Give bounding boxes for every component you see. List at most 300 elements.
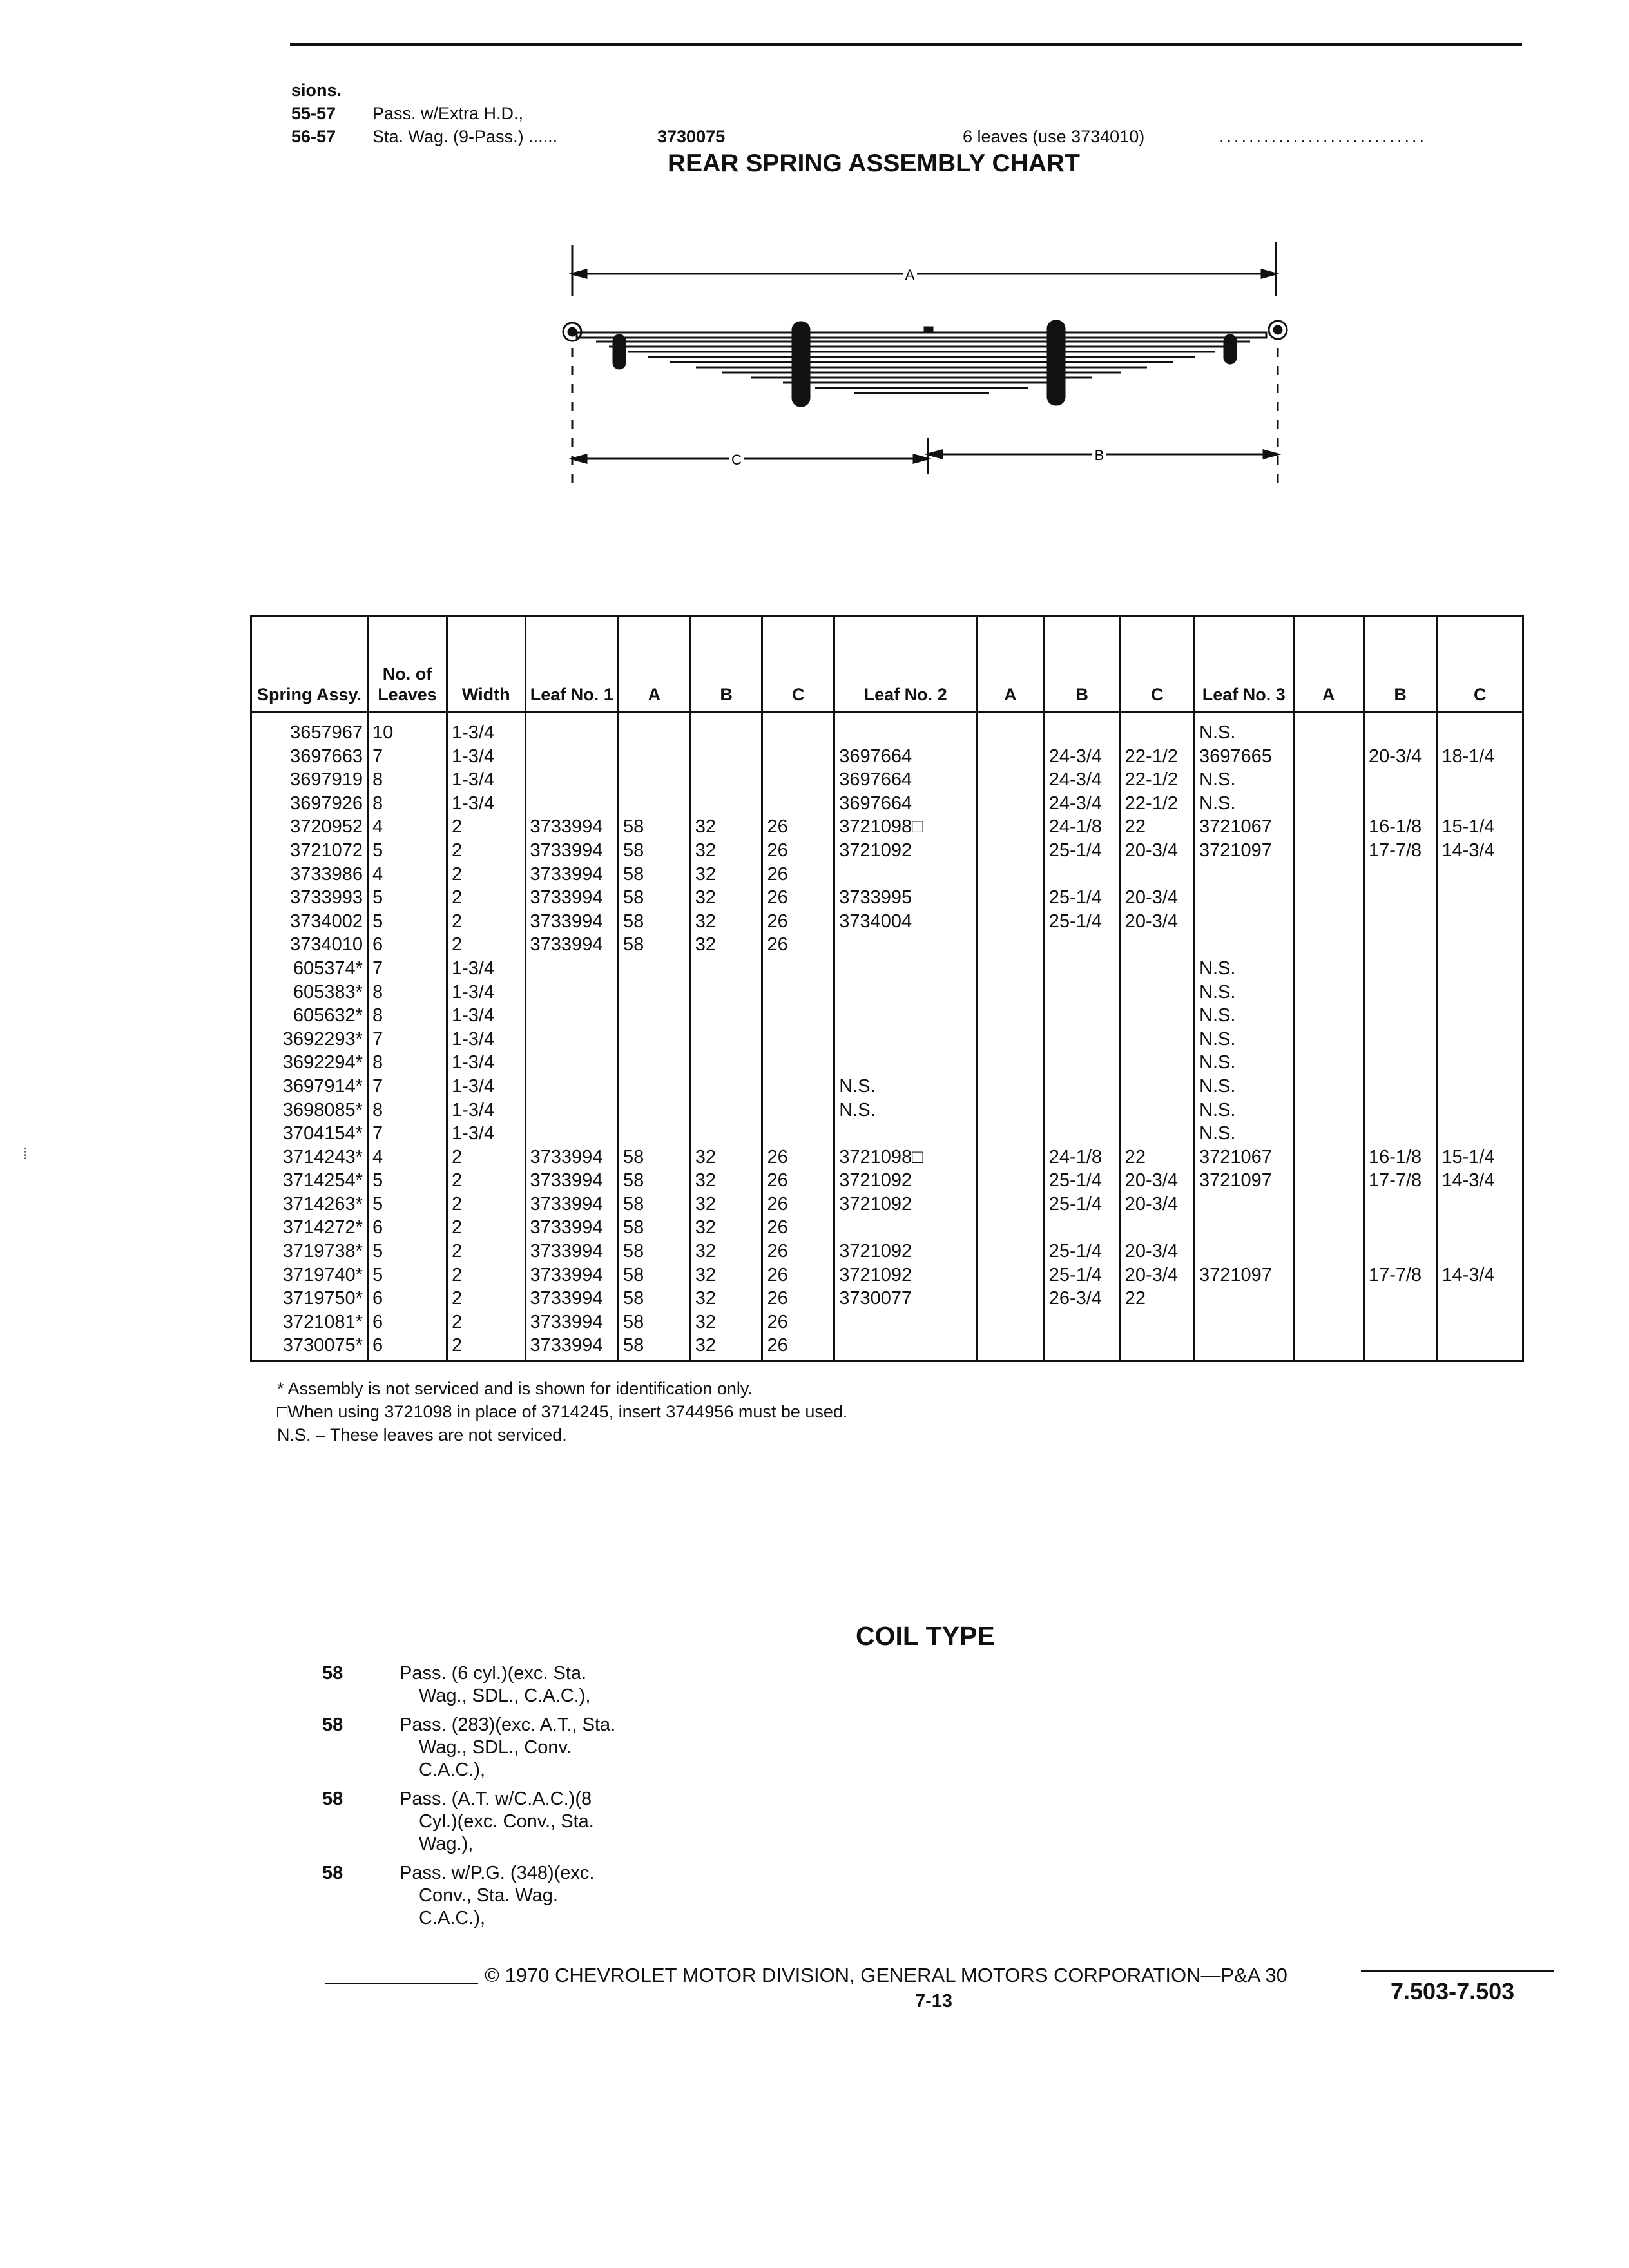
dim-b-label: B [1094,447,1104,463]
header-year: sions. [291,81,342,100]
table-cell: 32 [695,816,716,838]
table-cell [1369,933,1432,957]
table-cell [1199,933,1289,957]
table-cell [1441,1216,1518,1240]
table-cell: 4 [372,1146,383,1168]
table-cell [1441,768,1518,792]
table-cell: 22 [1124,1146,1146,1168]
header-year: 55-57 [291,104,336,123]
table-cell [1298,1051,1359,1075]
u-bolt [1048,321,1065,405]
table-cell: 8 [372,1052,383,1073]
table-cell: 6 [372,1217,383,1238]
u-bolt [793,322,809,406]
table-cell [1441,1311,1518,1334]
table-cell [1298,1264,1359,1287]
table-cell: 3733994 [530,1146,603,1168]
table-cell [1125,1099,1190,1122]
table-cell: 58 [622,1335,644,1356]
table-cell [530,792,613,816]
table-cell: 7 [372,1123,383,1144]
table-cell [1049,1004,1115,1028]
table-cell: 26 [767,863,788,885]
table-cell [1441,1004,1518,1028]
table-cell: 32 [695,1288,716,1309]
dim-c-label: C [731,452,742,468]
table-cell: 1-3/4 [451,1005,495,1026]
table-cell [1298,1334,1359,1358]
table-cell: 3733993 [290,887,363,908]
table-cell [981,1240,1039,1264]
table-cell: N.S. [1199,722,1236,743]
table-cell [1049,721,1115,745]
table-cell [1298,815,1359,839]
cell-column-leaf-1 [525,713,618,1361]
table-cell [623,1004,686,1028]
table-cell: 1-3/4 [451,1099,495,1120]
table-cell [1298,1287,1359,1311]
table-cell: 26 [767,816,788,838]
table-cell [1298,1075,1359,1099]
table-cell: 3714243* [282,1146,363,1168]
table-cell [981,768,1039,792]
header-note: 6 leaves (use 3734010) [963,127,1145,146]
table-cell [839,981,972,1004]
table-cell [1369,1311,1432,1334]
table-cell: 26 [767,1193,788,1215]
table-cell: 25-1/4 [1048,1241,1103,1262]
table-cell: 2 [451,1146,463,1168]
table-cell [1125,933,1190,957]
table-cell [1125,981,1190,1004]
table-cell [623,1099,686,1122]
table-cell [1369,1216,1432,1240]
table-cell: N.S. [1199,1123,1236,1144]
cell-column-a2 [976,713,1044,1361]
table-cell [839,957,972,981]
spring-clip [1224,335,1236,363]
table-cell [1199,1287,1289,1311]
table-cell: 26 [767,910,788,932]
table-cell [623,1028,686,1052]
table-cell: 58 [622,1217,644,1238]
table-cell: 24-1/8 [1048,1146,1103,1168]
table-cell: 32 [695,887,716,908]
footnotes [277,1377,847,1446]
footer-page-number: 7-13 [915,1991,953,2012]
table-cell: 7 [372,1028,383,1050]
coil-item-year: 58 [322,1715,343,1735]
table-cell [981,745,1039,769]
table-cell: 3733994 [530,910,603,932]
table-cell: 3697665 [1199,745,1272,767]
table-cell: 3733994 [530,1264,603,1285]
footer-section-number: 7.503-7.503 [1391,1978,1515,2004]
table-cell: 1-3/4 [451,769,495,791]
table-cell: 26 [767,1264,788,1285]
table-cell [1125,863,1190,887]
table-cell [981,1004,1039,1028]
table-cell: N.S. [1199,769,1236,791]
table-cell [981,886,1039,910]
table-cell [1298,933,1359,957]
table-cell [1298,839,1359,863]
col-no-of-leaves: No. of Leaves [367,617,447,713]
table-cell [623,721,686,745]
table-cell: 18-1/4 [1441,745,1495,767]
table-cell: 58 [622,910,644,932]
coil-item-line: Wag., SDL., C.A.C.), [419,1686,591,1706]
table-cell: 24-3/4 [1048,793,1103,814]
table-cell: 3719740* [282,1264,363,1285]
spring-leaves [577,332,1266,393]
table-cell [695,721,758,745]
table-cell: 7 [372,957,383,979]
coil-type-list [322,1662,683,1936]
table-cell: 3721097 [1199,1264,1272,1285]
table-cell [981,933,1039,957]
table-cell [623,792,686,816]
table-cell [530,981,613,1004]
table-cell: 32 [695,1217,716,1238]
table-cell: 16-1/8 [1368,1146,1422,1168]
footnote-not-serviced: N.S. – These leaves are not serviced. [277,1425,567,1445]
table-cell: 14-3/4 [1441,1264,1495,1285]
table-cell: 16-1/8 [1368,816,1422,838]
table-cell: 3733995 [839,887,912,908]
col-leaf-2: Leaf No. 2 [834,617,977,713]
table-cell [1298,1004,1359,1028]
table-cell [1441,721,1518,745]
leaf-spring-diagram [551,226,1292,483]
table-cell [1049,1028,1115,1052]
table-cell [981,792,1039,816]
table-cell: 25-1/4 [1048,840,1103,861]
table-cell: 3697926 [290,793,363,814]
table-cell: 3733994 [530,887,603,908]
table-cell: 58 [622,1288,644,1309]
table-cell: 15-1/4 [1441,816,1495,838]
table-cell: 58 [622,1264,644,1285]
table-cell: 32 [695,1311,716,1332]
table-cell [623,981,686,1004]
table-cell: 24-3/4 [1048,769,1103,791]
table-cell [767,1099,829,1122]
table-cell [1049,1122,1115,1146]
table-cell [695,981,758,1004]
coil-item-description [400,1788,683,1856]
table-cell [1298,792,1359,816]
table-cell [1369,768,1432,792]
table-cell: 2 [451,934,463,956]
table-cell: 3721092 [839,1241,912,1262]
cell-column-b1 [690,713,762,1361]
table-cell: 605632* [293,1005,363,1026]
table-cell: 58 [622,816,644,838]
col-a1: A [618,617,690,713]
table-cell [1125,721,1190,745]
table-cell [767,981,829,1004]
table-cell: 26 [767,1170,788,1191]
col-a3: A [1293,617,1364,713]
table-cell [839,1122,972,1146]
table-cell: 6 [372,1311,383,1332]
table-cell [695,1099,758,1122]
table-cell: 3692294* [282,1052,363,1073]
table-cell: 32 [695,1264,716,1285]
table-cell [1298,1311,1359,1334]
table-cell [767,1004,829,1028]
table-cell [1369,981,1432,1004]
table-cell: 3697914* [282,1075,363,1097]
table-cell: 3721097 [1199,1170,1272,1191]
coil-item-line: Wag., SDL., Conv. [419,1737,572,1758]
table-cell [1441,1240,1518,1264]
cell-column-a1 [618,713,690,1361]
table-cell: 20-3/4 [1124,1241,1179,1262]
table-cell: 3733994 [530,1241,603,1262]
table-cell [981,1193,1039,1216]
coil-item-line: Conv., Sta. Wag. [419,1885,558,1906]
table-cell: 2 [451,863,463,885]
table-cell: 2 [451,1288,463,1309]
table-cell: 8 [372,1099,383,1120]
table-cell: 5 [372,887,383,908]
table-cell [981,1146,1039,1169]
table-cell [1441,1287,1518,1311]
table-cell: 8 [372,981,383,1003]
table-cell [695,768,758,792]
table-cell: 32 [695,1193,716,1215]
table-cell: 3721098□ [839,816,923,838]
table-cell [1441,863,1518,887]
table-cell [1369,1240,1432,1264]
table-cell: 32 [695,934,716,956]
coil-item-year: 58 [322,1789,343,1809]
table-cell: 4 [372,816,383,838]
header-line [291,79,1528,102]
table-cell [623,745,686,769]
table-body [251,713,1523,1361]
top-rule [290,43,1522,46]
table-cell: 26 [767,934,788,956]
table-cell [695,792,758,816]
table-cell [1199,863,1289,887]
table-cell: N.S. [1199,981,1236,1003]
table-cell [839,1334,972,1358]
table-cell: 32 [695,1146,716,1168]
table-cell [1441,910,1518,934]
table-cell: 3733994 [530,934,603,956]
table-cell: 26 [767,887,788,908]
table-cell [1298,721,1359,745]
table-cell: 3692293* [282,1028,363,1050]
table-cell: 2 [451,816,463,838]
arrow-icon [914,455,928,463]
table-cell [767,1122,829,1146]
table-cell: 3697664 [839,793,912,814]
footnote-assembly: * Assembly is not serviced and is shown for identification only. [277,1379,753,1398]
table-cell [1369,1122,1432,1146]
table-cell: 5 [372,840,383,861]
center-bolt [925,327,932,332]
table-cell: 5 [372,1241,383,1262]
table-cell: 3721081* [282,1311,363,1332]
header-part-number: 3730075 [657,127,726,146]
table-cell [1441,1099,1518,1122]
table-cell: 1-3/4 [451,1052,495,1073]
table-cell: 5 [372,1264,383,1285]
coil-item-line: C.A.C.), [419,1760,486,1780]
table-cell: 1-3/4 [451,1123,495,1144]
table-cell [1298,957,1359,981]
table-cell [981,1216,1039,1240]
table-cell: 25-1/4 [1048,1264,1103,1285]
table-cell: 2 [451,1311,463,1332]
table-cell: 20-3/4 [1368,745,1422,767]
table-cell [530,957,613,981]
table-cell: 3730077 [839,1288,912,1309]
table-cell: 2 [451,1217,463,1238]
table-cell: 25-1/4 [1048,1193,1103,1215]
table-cell [1049,1099,1115,1122]
table-cell: N.S. [1199,1005,1236,1026]
table-cell [1369,1028,1432,1052]
table-cell [1441,792,1518,816]
table-cell: 25-1/4 [1048,910,1103,932]
table-cell [1298,1240,1359,1264]
table-cell: 5 [372,1170,383,1191]
table-cell [981,957,1039,981]
table-cell: 3714272* [282,1217,363,1238]
table-cell [981,1122,1039,1146]
table-cell [1441,1028,1518,1052]
footer-rule-right [1361,1970,1554,1972]
table-cell: 7 [372,1075,383,1097]
col-spring-assy: Spring Assy. [251,617,368,713]
table-cell [695,1028,758,1052]
table-cell: 3697919 [290,769,363,791]
table-cell: 6 [372,934,383,956]
table-cell: 3733994 [530,1170,603,1191]
table-cell [1441,1051,1518,1075]
table-cell: N.S. [839,1099,876,1120]
table-cell: N.S. [1199,1052,1236,1073]
table-cell [767,1051,829,1075]
table-cell: 2 [451,910,463,932]
table-cell [1125,1311,1190,1334]
table-cell: 2 [451,887,463,908]
leaf-1 [577,332,1266,338]
table-cell: 1-3/4 [451,745,495,767]
table-cell: N.S. [1199,957,1236,979]
table-cell: 8 [372,793,383,814]
coil-item-description [400,1714,683,1782]
arrow-icon [572,455,586,463]
table-cell: 3733994 [530,1288,603,1309]
table-cell [839,1311,972,1334]
cell-column-c3 [1437,713,1523,1361]
coil-item-line: C.A.C.), [419,1908,486,1928]
table-cell: 1-3/4 [451,1075,495,1097]
table-cell [1369,1004,1432,1028]
table-cell: 3733994 [530,1193,603,1215]
table-cell: 58 [622,1193,644,1215]
cell-column-b3 [1364,713,1436,1361]
table-cell [1125,1075,1190,1099]
table-cell: 3721092 [839,1193,912,1215]
table-cell: 32 [695,1335,716,1356]
arrow-icon [1264,450,1278,458]
table-cell: 22-1/2 [1124,769,1179,791]
table-cell: 32 [695,1241,716,1262]
table-cell [1049,933,1115,957]
table-cell [981,1099,1039,1122]
table-cell [839,863,972,887]
table-cell [695,1004,758,1028]
table-cell [1125,1051,1190,1075]
table-cell: 14-3/4 [1441,1170,1495,1191]
table-cell [839,1216,972,1240]
table-cell: 26 [767,1217,788,1238]
table-cell [981,863,1039,887]
table-cell [695,1122,758,1146]
table-cell [981,1051,1039,1075]
table-cell: 8 [372,769,383,791]
coil-item-line: Cyl.)(exc. Conv., Sta. [419,1811,594,1832]
table-cell: 20-3/4 [1124,840,1179,861]
table-cell: 22-1/2 [1124,793,1179,814]
table-cell: 24-3/4 [1048,745,1103,767]
col-c3: C [1437,617,1523,713]
footer-rule-left [325,1983,478,1984]
table-cell [981,839,1039,863]
header-line [291,102,1528,125]
table-cell: 7 [372,745,383,767]
col-leaf-3: Leaf No. 3 [1195,617,1294,713]
dim-a-label: A [905,267,915,283]
cell-column-c2 [1120,713,1194,1361]
table-cell: 24-1/8 [1048,816,1103,838]
table-cell [1049,1334,1115,1358]
table-cell: 22 [1124,1288,1146,1309]
coil-item-description [400,1662,683,1707]
table-cell: 5 [372,910,383,932]
table-cell [695,1051,758,1075]
table-cell: 3733994 [530,816,603,838]
table-cell [981,1169,1039,1193]
table-cell: 25-1/4 [1048,887,1103,908]
table-cell [767,768,829,792]
table-cell [1369,863,1432,887]
table-cell: 20-3/4 [1124,1170,1179,1191]
cell-column-no-of-leaves [367,713,447,1361]
table-cell [767,1075,829,1099]
table-cell [1369,957,1432,981]
table-cell [981,981,1039,1004]
table-cell: 26 [767,1335,788,1356]
table-cell [1298,1169,1359,1193]
table-cell [623,1051,686,1075]
table-cell: 3733994 [530,1311,603,1332]
table-cell: 3721067 [1199,816,1272,838]
col-width: Width [447,617,525,713]
coil-item-line: Pass. (283)(exc. A.T., Sta. [400,1715,616,1735]
table-cell [767,1028,829,1052]
table-cell: 8 [372,1005,383,1026]
table-cell: 58 [622,1146,644,1168]
arrow-icon [928,450,942,458]
